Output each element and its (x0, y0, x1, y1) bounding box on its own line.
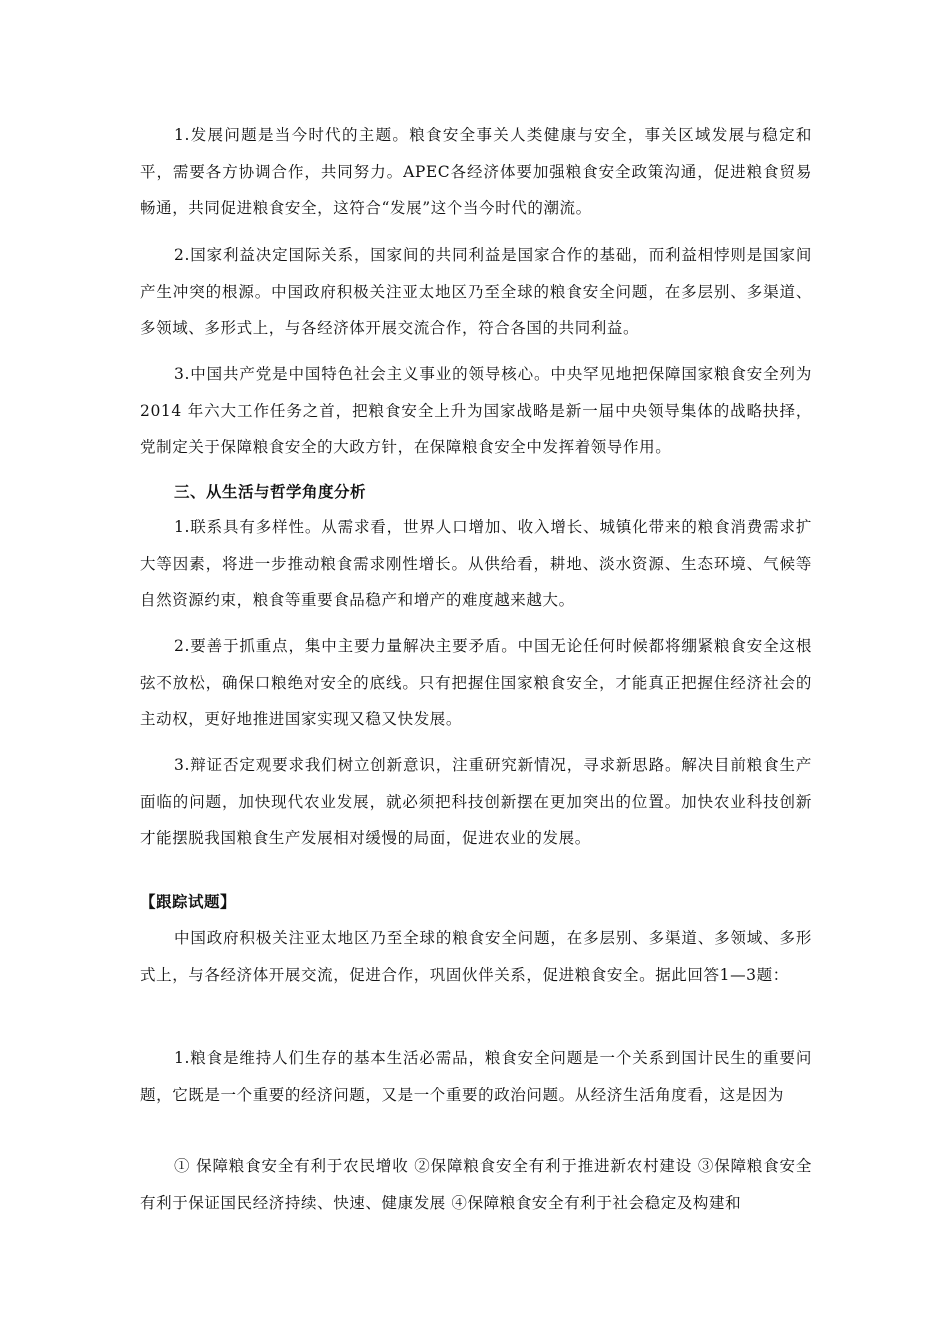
section-heading-life-philosophy: 三、从生活与哲学角度分析 (174, 483, 367, 501)
paragraph-national-interest: 2.国家利益决定国际关系，国家间的共同利益是国家合作的基础，而利益相悖则是国家间产生冲突的根源。中国政府积极关注亚太地区乃至全球的粮食安全问题，在多层别、多渠道、多领域、多形式上，与各经济体开展交流合作，符合各国的共同利益。 (140, 246, 812, 337)
tracking-questions-heading: 【跟踪试题】 (140, 893, 237, 911)
paragraph-dialectical-negation: 3.辩证否定观要求我们树立创新意识，注重研究新情况，寻求新思路。解决目前粮食生产面临的问题，加快现代农业发展，就必须把科技创新摆在更加突出的位置。加快农业科技创新才能摆脱我国粮食生产发展相对缓慢的局面，促进农业的发展。 (140, 756, 812, 847)
paragraph-communist-party: 3.中国共产党是中国特色社会主义事业的领导核心。中央罕见地把保障国家粮食安全列为2014 年六大工作任务之首，把粮食安全上升为国家战略是新一届中央领导集体的战略抉择，党制定关于保障粮食安全的大政方针，在保障粮食安全中发挥着领导作用。 (140, 365, 812, 456)
question-1-stem: 1.粮食是维持人们生存的基本生活必需品，粮食安全问题是一个关系到国计民生的重要问题，它既是一个重要的经济问题，又是一个重要的政治问题。从经济生活角度看，这是因为 (140, 1049, 812, 1104)
paragraph-focus-on-key-points: 2.要善于抓重点，集中主要力量解决主要矛盾。中国无论任何时候都将绷紧粮食安全这根弦不放松，确保口粮绝对安全的底线。只有把握住国家粮食安全，才能真正把握住经济社会的主动权，更好地推进国家实现又稳又快发展。 (140, 637, 812, 728)
question-1-options: ① 保障粮食安全有利于农民增收 ②保障粮食安全有利于推进新农村建设 ③保障粮食安全有利于保证国民经济持续、快速、健康发展 ④保障粮食安全有利于社会稳定及构建和 (140, 1157, 812, 1212)
tracking-intro-paragraph: 中国政府积极关注亚太地区乃至全球的粮食安全问题，在多层别、多渠道、多领域、多形式上，与各经济体开展交流，促进合作，巩固伙伴关系，促进粮食安全。据此回答1—3题： (140, 929, 812, 984)
paragraph-diversity-of-connection: 1.联系具有多样性。从需求看，世界人口增加、收入增长、城镇化带来的粮食消费需求扩大等因素，将进一步推动粮食需求刚性增长。从供给看，耕地、淡水资源、生态环境、气候等自然资源约束，粮食等重要食品稳产和增产的难度越来越大。 (140, 518, 812, 609)
paragraph-development-theme: 1.发展问题是当今时代的主题。粮食安全事关人类健康与安全，事关区域发展与稳定和平，需要各方协调合作，共同努力。APEC各经济体要加强粮食安全政策沟通，促进粮食贸易畅通，共同促进粮食安全，这符合“发展”这个当今时代的潮流。 (140, 126, 812, 217)
